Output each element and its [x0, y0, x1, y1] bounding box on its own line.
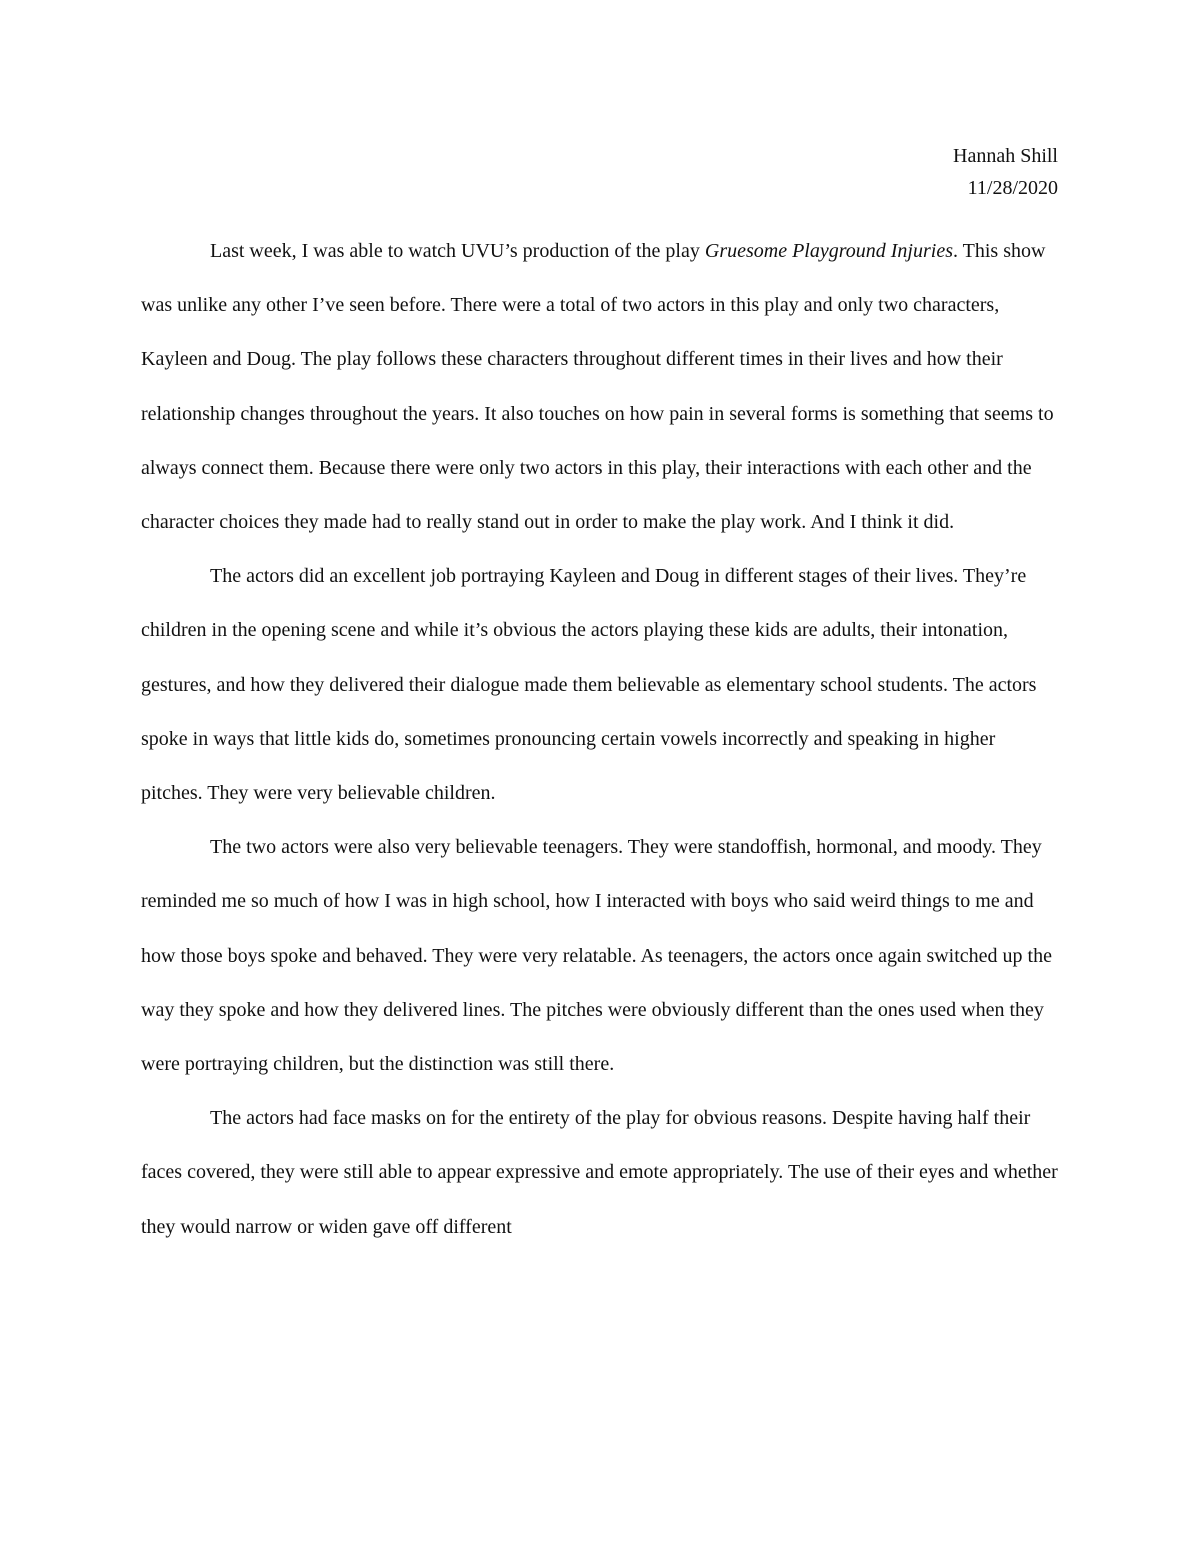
paragraph-1-lead: Last week, I was able to watch UVU’s production of the play: [210, 240, 705, 262]
paragraph-4: The actors had face masks on for the entirety of the play for obvious reasons. Despite having half their faces covered, they were still able to appear expressive and emote appropriately. The use of their eyes and whether they would narrow or widen gave off different: [141, 1107, 1058, 1238]
document-date: 11/28/2020: [967, 177, 1058, 199]
document-header: [953, 140, 1058, 204]
document-body: [141, 224, 1059, 1254]
paragraph-1: [141, 224, 1059, 549]
paragraph-1-rest: . This show was unlike any other I’ve seen before. There were a total of two actors in this play and only two characters, Kayleen and Doug. The play follows these characters throughout different times in their lives and how their relationship changes throughout the years. It also touches on how pain in several forms is something that seems to always connect them. Because there were only two actors in this play, their interactions with each other and the character choices they made had to really stand out in order to make the play work. And I think it did.: [141, 240, 1054, 534]
author-name: Hannah Shill: [953, 145, 1058, 167]
paragraph-3: The two actors were also very believable teenagers. They were standoffish, hormonal, and moody. They reminded me so much of how I was in high school, how I interacted with boys who said weird things to me and how those boys spoke and behaved. They were very relatable. As teenagers, the actors once again switched up the way they spoke and how they delivered lines. The pitches were obviously different than the ones used when they were portraying children, but the distinction was still there.: [141, 836, 1052, 1076]
play-title: Gruesome Playground Injuries: [704, 240, 953, 262]
paragraph-2: The actors did an excellent job portraying Kayleen and Doug in different stages of their lives. They’re children in the opening scene and while it’s obvious the actors playing these kids are adults, their intonation, gestures, and how they delivered their dialogue made them believable as elementary school students. The actors spoke in ways that little kids do, sometimes pronouncing certain vowels incorrectly and speaking in higher pitches. They were very believable children.: [141, 565, 1037, 805]
